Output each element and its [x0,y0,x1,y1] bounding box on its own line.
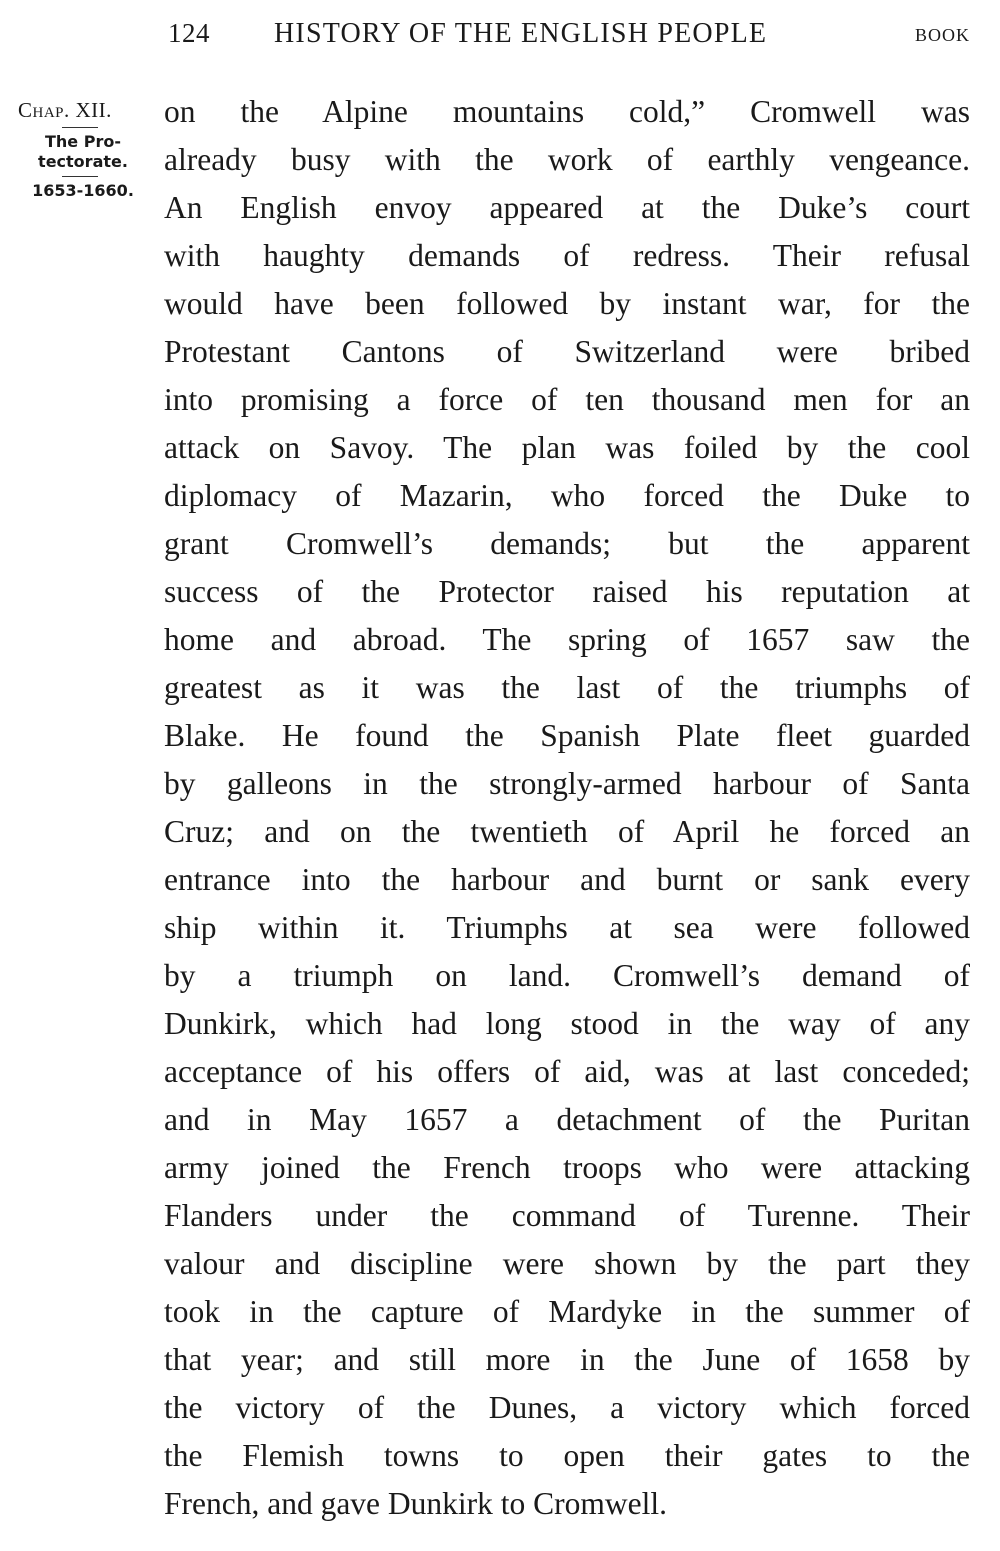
text-line: the victory of the Dunes, a victory which forced [164,1390,970,1425]
text-line: into promising a force of ten thousand men for an [164,382,970,417]
text-line: greatest as it was the last of the triumphs of [164,670,970,705]
text-line: entrance into the harbour and burnt or sank every [164,862,970,897]
text-line: already busy with the work of earthly vengeance. [164,142,970,177]
text-line: would have been followed by instant war, for the [164,286,970,321]
text-line: the Flemish towns to open their gates to the [164,1438,970,1473]
text-line: took in the capture of Mardyke in the summer of [164,1294,970,1329]
text-line: by galleons in the strongly-armed harbour of Santa [164,766,970,801]
text-line: Dunkirk, which had long stood in the way of any [164,1006,970,1041]
text-line: Flanders under the command of Turenne. Their [164,1198,970,1233]
margin-section-line-1: The Pro- [45,132,121,151]
margin-chapter: Chap. XII. [18,98,112,122]
margin-divider [62,176,98,177]
text-line: grant Cromwell’s demands; but the apparent [164,526,970,561]
text-line: that year; and still more in the June of 1658 by [164,1342,970,1377]
text-line: acceptance of his offers of aid, was at last conceded; [164,1054,970,1089]
text-line: ship within it. Triumphs at sea were followed [164,910,970,945]
text-line: army joined the French troops who were attacking [164,1150,970,1185]
margin-note [18,98,150,200]
text-line: with haughty demands of redress. Their refusal [164,238,970,273]
text-line: Protestant Cantons of Switzerland were bribed [164,334,970,369]
book-label: BOOK [914,25,970,45]
margin-divider [62,127,98,128]
text-line: by a triumph on land. Cromwell’s demand of [164,958,970,993]
text-line: on the Alpine mountains cold,” Cromwell was [164,94,970,129]
page-number: 124 [168,18,210,48]
text-line: valour and discipline were shown by the part they [164,1246,970,1281]
text-line: An English envoy appeared at the Duke’s court [164,190,970,225]
margin-years: 1653-1660. [32,181,134,200]
running-header [168,18,970,58]
text-line: diplomacy of Mazarin, who forced the Duke to [164,478,970,513]
text-line: success of the Protector raised his reputation at [164,574,970,609]
text-line: Cruz; and on the twentieth of April he forced an [164,814,970,849]
margin-section-line-2: tectorate. [38,152,128,171]
text-line: and in May 1657 a detachment of the Puritan [164,1102,970,1137]
text-line: attack on Savoy. The plan was foiled by the cool [164,430,970,465]
body-paragraph [164,88,970,1528]
text-line: Blake. He found the Spanish Plate fleet guarded [164,718,970,753]
running-title: HISTORY OF THE ENGLISH PEOPLE [274,18,768,49]
text-line: home and abroad. The spring of 1657 saw the [164,622,970,657]
text-line: French, and gave Dunkirk to Cromwell. [164,1486,668,1521]
